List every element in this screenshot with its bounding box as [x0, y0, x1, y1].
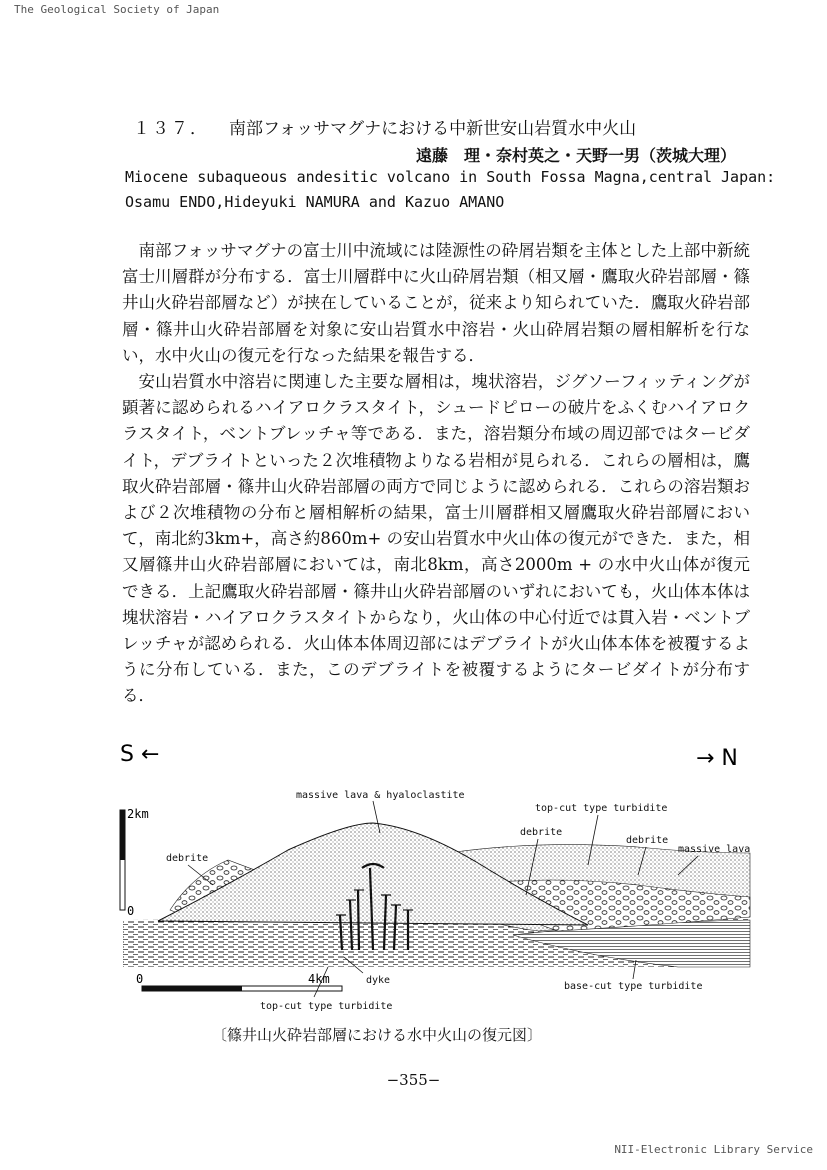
volcano-cross-section-figure — [118, 735, 758, 1020]
paper-title-jp: 南部フォッサマグナにおける中新世安山岩質水中火山 — [229, 119, 637, 139]
direction-south: S ← — [120, 742, 160, 767]
paper-title-line — [133, 114, 636, 139]
label-topcut-turbidite-upper: top-cut type turbidite — [535, 803, 668, 814]
label-massive-lava: massive lava — [678, 844, 751, 855]
society-header: The Geological Society of Japan — [14, 3, 220, 16]
scale-0-vertical-label: 0 — [127, 904, 135, 918]
horizontal-scale-bar-fill — [142, 986, 242, 991]
label-debrite-right: debrite — [626, 835, 669, 846]
direction-north: → N — [696, 746, 738, 771]
label-massive-lava-hyaloclastite: massive lava & hyaloclastite — [296, 790, 465, 801]
figure-caption: 〔篠井山火砕岩部層における水中火山の復元図〕 — [212, 1026, 543, 1044]
paper-number: １３７． — [133, 119, 209, 139]
library-footer: NII-Electronic Library Service — [614, 1143, 813, 1156]
page-number: −355− — [386, 1071, 441, 1089]
scale-0-horizontal-label: 0 — [136, 972, 144, 986]
label-dyke: dyke — [366, 975, 391, 986]
scale-2km-label: 2km — [127, 807, 149, 821]
vertical-scale-bar-fill — [120, 810, 125, 860]
label-debrite-left: debrite — [166, 853, 209, 864]
label-basecut-turbidite: base-cut type turbidite — [564, 981, 703, 992]
scale-4km-label: 4km — [308, 972, 330, 986]
abstract-paragraph-2: 安山岩質水中溶岩に関連した主要な層相は，塊状溶岩，ジグソーフィッティングが顕著に認められるハイアロクラスタイト，シュードピローの破片をふくむハイアロクラスタイト，ベントブレッチャ等である．また，溶岩類分布域の周辺部ではタービダイト，デブライトといった２次堆積物よりなる岩相が見られる．これらの層相は，鷹取火砕岩部層・篠井山火砕岩部層の両方で同じように認められる．これらの溶岩類および２次堆積物の分布と層相解析の結果，富士川層群相又層鷹取火砕岩部層において，南北約3km+，高さ約860m+ の安山岩質水中火山体の復元ができた．また，相又層篠井山火砕岩部層においては，南北8km，高さ2000m + の水中火山体が復元できる．上記鷹取火砕岩部層・篠井山火砕岩部層のいずれにおいても，火山体本体は塊状溶岩・ハイアロクラスタイトからなり，火山体の中心付近では貫入岩・ベントブレッチャが認められる．火山体本体周辺部にはデブライトが火山体本体を被覆するように分布している．また，このデブライトを被覆するようにタービダイトが分布する． — [122, 372, 751, 706]
label-topcut-turbidite-lower: top-cut type turbidite — [260, 1001, 393, 1012]
abstract-body — [122, 238, 750, 710]
paper-title-en: Miocene subaqueous andesitic volcano in South Fossa Magna,central Japan: — [125, 168, 776, 186]
dyke-b — [358, 890, 359, 950]
authors-jp: 遠藤 理・奈村英之・天野一男（茨城大理） — [416, 146, 737, 165]
label-debrite-mid: debrite — [520, 827, 563, 838]
authors-en: Osamu ENDO,Hideyuki NAMURA and Kazuo AMANO — [125, 193, 505, 211]
abstract-paragraph-1: 南部フォッサマグナの富士川中流域には陸源性の砕屑岩類を主体とした上部中新統富士川層群が分布する．富士川層群中に火山砕屑岩類（相又層・鷹取火砕岩部層・篠井山火砕岩部層など）が挟在していることが，従来より知られていた．鷹取火砕岩部層・篠井山火砕岩部層を対象に安山岩質水中溶岩・火山砕屑岩類の層相解析を行ない，水中火山の復元を行なった結果を報告する． — [122, 241, 750, 365]
